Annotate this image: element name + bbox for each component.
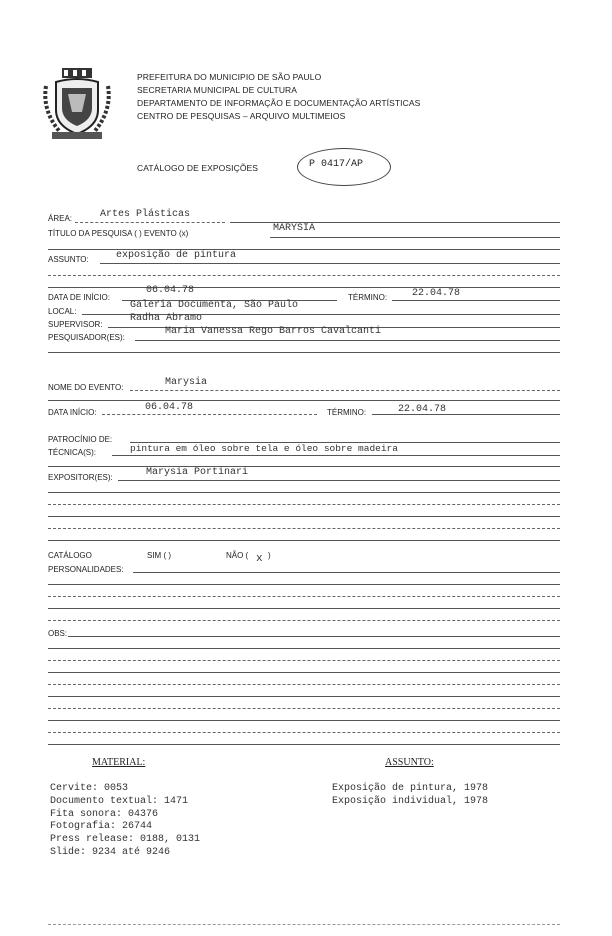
material-item: Slide: 9234 até 9246	[50, 846, 171, 858]
sim-option[interactable]: SIM ( )	[147, 551, 171, 560]
header-line-1: PREFEITURA DO MUNICIPIO DE SÃO PAULO	[137, 72, 322, 82]
local-value: Galeria Documenta, São Paulo	[130, 300, 299, 311]
nome-evento-value: Marysia	[165, 377, 208, 388]
tecnicas-value: pintura em óleo sobre tela e óleo sobre madeira	[130, 443, 398, 454]
material-item: Fotografia: 26744	[50, 821, 153, 833]
material-item: Fita sonora: 04376	[50, 808, 159, 820]
material-list	[50, 783, 200, 860]
nao-close: )	[268, 551, 271, 560]
supervisor-value: Radha Abramo	[130, 313, 203, 324]
patrocinio-label: PATROCÍNIO DE:	[48, 435, 113, 444]
assunto-item: Exposição individual, 1978	[332, 795, 489, 807]
expositores-label: EXPOSITOR(ES):	[48, 473, 113, 482]
nome-evento-label: NOME DO EVENTO:	[48, 383, 124, 392]
nao-option[interactable]: NÃO (	[226, 551, 249, 560]
catalog-label: CATÁLOGO DE EXPOSIÇÕES	[137, 163, 259, 173]
material-heading: MATERIAL:	[92, 757, 146, 768]
data-inicio2-value: 06.04.78	[145, 402, 194, 413]
supervisor-label: SUPERVISOR:	[48, 320, 103, 329]
header-line-3: DEPARTAMENTO DE INFORMAÇÃO E DOCUMENTAÇÃO ARTÍSTICAS	[137, 98, 421, 108]
assunto-heading: ASSUNTO:	[385, 757, 434, 768]
assunto-item: Exposição de pintura, 1978	[332, 783, 489, 794]
expositores-value: Marysia Portinari	[146, 467, 249, 478]
local-label: LOCAL:	[48, 307, 77, 316]
data-inicio-value: 06.04.78	[146, 285, 195, 296]
area-value: Artes Plásticas	[100, 209, 191, 220]
header-line-2: SECRETARIA MUNICIPAL DE CULTURA	[137, 85, 298, 95]
termino-label: TÉRMINO:	[348, 293, 388, 302]
catalog-code: P 0417/AP	[309, 159, 364, 170]
assunto-value: exposição de pintura	[116, 250, 237, 261]
pesquisadores-label: PESQUISADOR(ES):	[48, 333, 125, 342]
material-item: Documento textual: 1471	[50, 795, 189, 807]
termino2-label: TÉRMINO:	[327, 408, 367, 417]
data-inicio-label: DATA DE INÍCIO:	[48, 293, 110, 302]
header-line-4: CENTRO DE PESQUISAS – ARQUIVO MULTIMEIOS	[137, 111, 346, 121]
assunto-list	[332, 783, 488, 809]
assunto-label: ASSUNTO:	[48, 255, 89, 264]
catalogo-label: CATÁLOGO	[48, 551, 92, 560]
pesquisadores-value: Maria Vanessa Rego Barros Cavalcanti	[165, 326, 382, 337]
termino-value: 22.04.78	[412, 288, 461, 299]
catalog-code-stamp	[297, 148, 391, 186]
obs-label: OBS:	[48, 629, 68, 638]
titulo-label: TÍTULO DA PESQUISA ( ) EVENTO (x)	[48, 229, 189, 238]
termino2-value: 22.04.78	[398, 404, 447, 415]
material-item: Press release: 0188, 0131	[50, 834, 201, 846]
nao-mark: x	[256, 553, 263, 565]
titulo-value: MARYSIA	[273, 223, 316, 234]
coat-of-arms-logo	[42, 66, 112, 141]
personalidades-label: PERSONALIDADES:	[48, 565, 124, 574]
material-item: Cervite: 0053	[50, 783, 129, 794]
area-label: ÁREA:	[48, 214, 73, 223]
data-inicio2-label: DATA INÍCIO:	[48, 408, 97, 417]
tecnicas-label: TÉCNICA(S):	[48, 448, 96, 457]
